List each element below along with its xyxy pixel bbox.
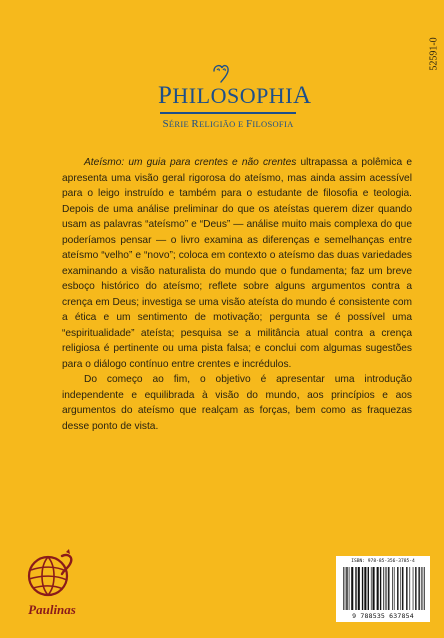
barcode-bar	[358, 567, 360, 610]
isbn-text: ISBN: 978-85-356-3785-4	[351, 559, 415, 564]
barcode-bar	[421, 567, 422, 610]
description-paragraph-1-text: ultrapassa a polêmica e apresenta uma visão geral rigorosa do ateísmo, mas ainda assim acessível para o leigo instruído e também para o estudante de filosofia e teologia. Depois de uma análise preliminar do que os ateístas querem dizer quando usam as palavras “ateísmo” e “Deus” — análise muito mais complexa do que poderíamos pensar — o livro examina as diferenças e semelhanças entre ateísmo “velho” e “novo”; coloca em contexto o ateísmo das duas variedades examinando a visão naturalista do mundo que o fundamenta; faz um breve esboço histórico do ateísmo; reflete sobre alguns argumentos contra a crença em Deus; investiga se uma visão ateísta do mundo é consistente com a ética e um sentimento de motivação; pergunta se é possível uma “espiritualidade” ateísta; pesquisa se a militância atual contra a crença religiosa é pertinente ou uma pista falsa; e conclui com algumas sugestões para o diálogo contínuo entre crentes e incrédulos.	[62, 157, 412, 370]
barcode-number: 9 788535 637854	[352, 612, 414, 620]
catalog-code-text: 52591-0	[428, 37, 440, 71]
barcode-bar	[409, 567, 410, 610]
paulinas-globe-logo-icon	[22, 548, 82, 620]
isbn-barcode	[336, 556, 430, 622]
barcode-bar	[424, 567, 425, 610]
series-title: PHILOSOPHIA	[158, 82, 312, 109]
series-logo	[158, 70, 312, 140]
barcode-bar	[423, 567, 424, 610]
barcode-bar	[371, 567, 372, 610]
barcode-bar	[368, 567, 369, 610]
barcode-bar	[394, 567, 395, 610]
barcode-bar	[345, 567, 346, 610]
barcode-bar	[364, 567, 366, 610]
barcode-bar	[418, 567, 419, 610]
series-subtitle: SÉRIE RELIGIÃO E FILOSOFIA	[162, 118, 294, 130]
barcode-bar	[383, 567, 384, 610]
barcode-bar	[351, 567, 353, 610]
barcode-bar	[400, 567, 401, 610]
barcode-bar	[386, 567, 387, 610]
barcode-bar	[385, 567, 386, 610]
barcode-bar	[346, 567, 347, 610]
barcode-bar	[349, 567, 350, 610]
catalog-code	[426, 14, 442, 94]
barcode-bar	[406, 567, 407, 610]
barcode-bar	[413, 567, 414, 610]
description-paragraph-2: Do começo ao fim, o objetivo é apresentar uma introdução independente e equilibrada à visão do mundo, aos princípios e aos argumentos do ateísmo que realçam as forças, bem como as fraquezas desse ponto de vista.	[62, 374, 412, 432]
barcode-bar	[415, 567, 416, 610]
barcode-bar	[377, 567, 379, 610]
barcode-bar	[373, 567, 375, 610]
barcode-bar	[343, 567, 344, 610]
barcode-bar	[355, 567, 356, 610]
barcode-bar	[402, 567, 403, 610]
barcode-bar	[397, 567, 398, 610]
barcode-bar	[392, 567, 393, 610]
hand-drawn-owl-icon	[210, 62, 232, 84]
description-paragraph-1	[62, 155, 412, 372]
book-title-italic: Ateísmo: um guia para crentes e não crentes	[84, 157, 297, 168]
barcode-bar	[380, 567, 381, 610]
book-description	[62, 155, 412, 434]
barcode-bars	[342, 567, 426, 610]
barcode-bar	[362, 567, 363, 610]
barcode-bar	[388, 567, 389, 610]
series-divider	[160, 112, 296, 114]
publisher-name: Paulinas	[28, 602, 76, 617]
